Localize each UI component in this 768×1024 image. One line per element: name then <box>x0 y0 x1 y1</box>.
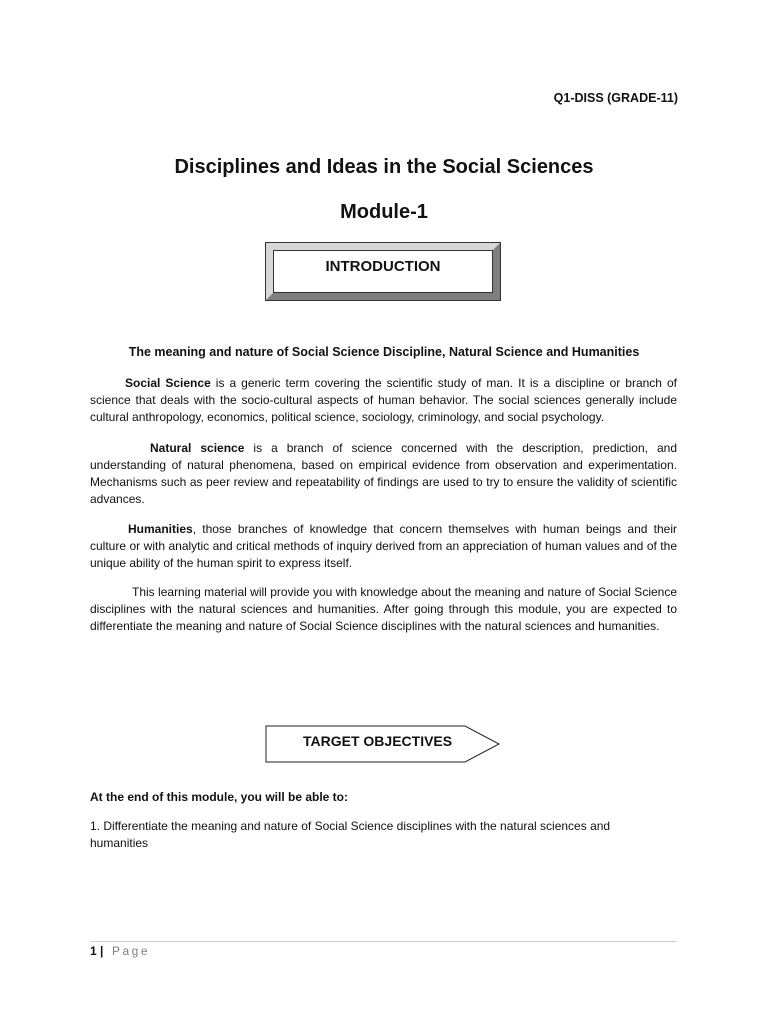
section-heading: The meaning and nature of Social Science Discipline, Natural Science and Humanities <box>128 345 640 359</box>
page-number: 1 <box>90 944 97 958</box>
module-title: Module-1 <box>340 201 428 223</box>
natural-science-text: is a branch of science concerned with the description, prediction, and understanding of natural phenomena, based on empirical evidence from observation and experimentation. Mechanisms such as peer review and repeatability of findings are used to try to ensure the validity of scientific advances. <box>90 441 677 506</box>
document-title: Disciplines and Ideas in the Social Sciences <box>174 156 594 178</box>
objectives-heading: At the end of this module, you will be able to: <box>90 790 349 804</box>
natural-science-paragraph <box>90 440 677 508</box>
objective-item: 1. Differentiate the meaning and nature of Social Science disciplines with the natural sciences and humanities <box>90 819 611 850</box>
humanities-term: Humanities <box>128 522 193 536</box>
humanities-text: , those branches of knowledge that concern themselves with human beings and their culture or with analytic and critical methods of inquiry derived from an appreciation of human values and of the unique ability of the human spirit to express itself. <box>90 522 677 570</box>
footer-divider <box>90 941 677 942</box>
learning-material-text: This learning material will provide you with knowledge about the meaning and nature of Social Science disciplines with the natural sciences and humanities. After going through this module, you are expected to differentiate the meaning and nature of Social Science disciplines with the natural sciences and humanities. <box>90 585 677 633</box>
target-objectives-label: TARGET OBJECTIVES <box>303 733 453 749</box>
natural-science-term: Natural science <box>150 441 245 455</box>
social-science-text: is a generic term covering the scientific study of man. It is a discipline or branch of science that deals with the socio-cultural aspects of human behavior. The social sciences generally include cultural anthropology, economics, political science, sociology, criminology, and social psychology. <box>90 376 678 424</box>
introduction-box <box>266 243 500 300</box>
page-separator: | <box>100 944 104 958</box>
humanities-paragraph <box>90 521 677 572</box>
social-science-paragraph <box>90 375 677 426</box>
learning-material-paragraph <box>90 584 677 635</box>
social-science-term: Social Science <box>125 376 211 390</box>
page-label: Page <box>112 944 151 958</box>
document-code-header: Q1-DISS (GRADE-11) <box>553 91 678 105</box>
introduction-label: INTRODUCTION <box>325 258 441 275</box>
